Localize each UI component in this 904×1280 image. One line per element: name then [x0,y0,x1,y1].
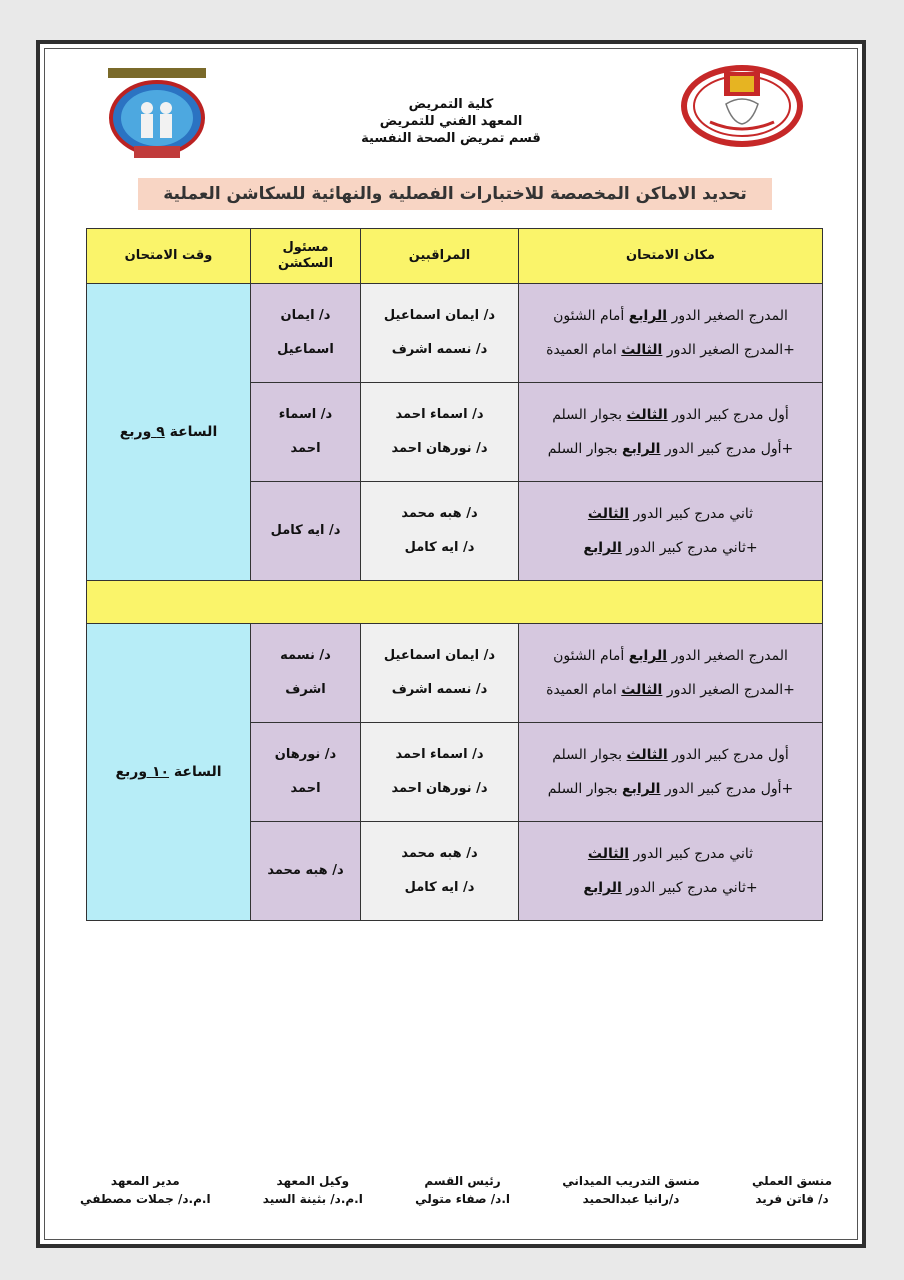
place-cell: ثاني مدرج كبير الدور الثالث +ثاني مدرج كبير الدور الرابع [519,482,823,581]
signature-block [562,1172,700,1208]
signature-role: منسق التدريب الميداني [562,1174,700,1188]
time-cell: الساعة ٩ وربع [87,284,251,581]
signature-block [80,1172,211,1208]
college-name: كلية التمريض [408,97,494,112]
table-row [87,624,823,723]
exam-schedule-table [86,228,823,921]
institute-name: المعهد الفني للتمريض [379,114,523,129]
officer-cell: د/ اسماء احمد [251,383,361,482]
proctors-cell: د/ اسماء احمد د/ نورهان احمد [361,723,519,822]
signature-role: منسق العملي [751,1174,832,1188]
header-proctors: المراقبين [361,229,519,284]
session-separator-row [87,581,823,624]
header-officer-line1: مسئول [282,240,329,255]
time-cell: الساعة ١٠ وربع [87,624,251,921]
proctors-cell: د/ اسماء احمد د/ نورهان احمد [361,383,519,482]
place-cell: أول مدرج كبير الدور الثالث بجوار السلم +أول مدرج كبير الدور الرابع بجوار السلم [519,723,823,822]
signature-block [415,1172,510,1208]
place-cell: أول مدرج كبير الدور الثالث بجوار السلم +أول مدرج كبير الدور الرابع بجوار السلم [519,383,823,482]
signature-name: ا.د/ صفاء متولي [415,1192,511,1206]
header-time: وقت الامتحان [87,229,251,284]
officer-cell: د/ نورهان احمد [251,723,361,822]
signature-name: ا.م.د/ بثينة السيد [262,1192,363,1206]
department-name: قسم تمريض الصحة النفسية [361,131,541,146]
place-cell: ثاني مدرج كبير الدور الثالث +ثاني مدرج كبير الدور الرابع [519,822,823,921]
header-officer [251,229,361,284]
signature-name: ا.م.د/ جملات مصطفي [80,1192,211,1206]
signature-block [263,1172,363,1208]
officer-cell: د/ نسمه اشرف [251,624,361,723]
place-cell: المدرج الصغير الدور الرابع أمام الشئون +المدرج الصغير الدور الثالث امام العميدة [519,284,823,383]
proctors-cell: د/ ايمان اسماعيل د/ نسمه اشرف [361,284,519,383]
document-page [36,40,866,1248]
table-row [87,284,823,383]
officer-cell: د/ ايه كامل [251,482,361,581]
header-officer-line2: السكشن [277,256,334,271]
signature-role: رئيس القسم [424,1174,501,1188]
signature-name: د/رانيا عبدالحميد [582,1192,680,1206]
signatures-footer [80,1172,832,1208]
proctors-cell: د/ هبه محمد د/ ايه كامل [361,482,519,581]
signature-block [752,1172,832,1208]
institution-header [40,96,862,147]
proctors-cell: د/ هبه محمد د/ ايه كامل [361,822,519,921]
separator-cell [87,581,823,624]
signature-name: د/ فاتن فريد [755,1192,829,1206]
header-place: مكان الامتحان [519,229,823,284]
table-header-row [87,229,823,284]
place-cell: المدرج الصغير الدور الرابع أمام الشئون +المدرج الصغير الدور الثالث امام العميدة [519,624,823,723]
officer-cell: د/ ايمان اسماعيل [251,284,361,383]
signature-role: وكيل المعهد [276,1174,350,1188]
proctors-cell: د/ ايمان اسماعيل د/ نسمه اشرف [361,624,519,723]
document-title: تحديد الاماكن المخصصة للاختبارات الفصلية والنهائية للسكاشن العملية [138,178,772,210]
officer-cell: د/ هبه محمد [251,822,361,921]
signature-role: مدير المعهد [110,1174,180,1188]
